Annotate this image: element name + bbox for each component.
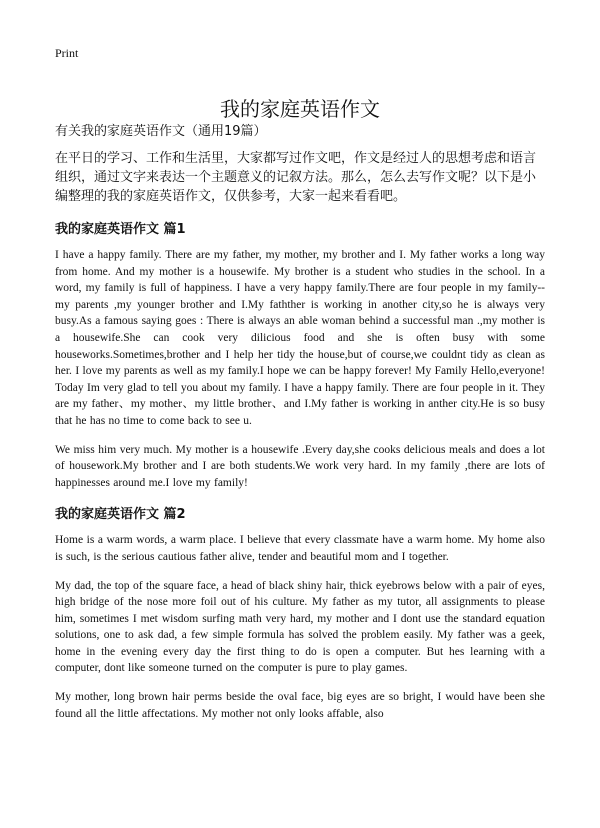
section-1-paragraph-1: I have a happy family. There are my father, my mother, my brother and I. My father works a long way from home. And my mother is a housewife. My brother is a student who studies in the school. In a word, my family is full of happiness. I have a very happy family.There are four people in my family--my parents ,my younger brother and I.My fathther is working in another city,so he is always very busy.As a famous saying goes : There is always an able woman behind a successful man .,my mother is a housewife.She can cook very dilicious food and she is often busy with some houseworks.Sometimes,brother and I help her tidy the house,but of course,we couldnt tidy as clean as her. I love my parents as well as my family.I hope we can be happy forever! My Family Hello,everyone! Today Im very glad to tell you about my family. I have a happy family. There are four people in it. They are my father、my mother、my little brother、and I.My father is working in anther city.He is so busy that he has no time to come back to see u. (55, 249, 545, 427)
section-1-paragraph-2: We miss him very much. My mother is a housewife .Every day,she cooks delicious meals and does a lot of housework.My brother and I are both students.We work very hard. In my family ,there are lots of happinesses around me.I love my family! (55, 443, 545, 489)
section-2-paragraph-3: My mother, long brown hair perms beside the oval face, big eyes are so bright, I would have been she found all the little affectations. My mother not only looks affable, also (55, 691, 545, 720)
section-2-paragraph-2: My dad, the top of the square face, a head of black shiny hair, thick eyebrows below with a pair of eyes, high bridge of the nose more foil out of his culture. My father as my tutor, all assignments to please him, sometimes I met wisdom surfing math very hard, my mother and I dont use the standard equation solutions, one to ask dad, a few simple formula has solved the problem easily. My father was a geek, home in the evening every day the first thing to do is open a computer. But hes learning with a computer, dont like someone turned on the computer is pure to play games. (55, 579, 545, 675)
print-label: Print (55, 46, 79, 60)
document-body (55, 120, 545, 734)
section-title-2: 我的家庭英语作文 篇2 (55, 507, 186, 523)
document-subtitle: 有关我的家庭英语作文（通用19篇） (55, 124, 267, 139)
intro-paragraph: 在平日的学习、工作和生活里，大家都写过作文吧，作文是经过人的思想考虑和语言组织，通过文字来表达一个主题意义的记叙方法。那么，怎么去写作文呢？以下是小编整理的我的家庭英语作文，仅供参考，大家一起来看看吧。 (55, 151, 537, 204)
section-2-paragraph-1: Home is a warm words, a warm place. I believe that every classmate have a warm home. My home also is such, is the serious cautious father alive, tender and beautiful mom and I together. (55, 534, 545, 563)
document-title: 我的家庭英语作文 (220, 97, 380, 122)
section-title-1: 我的家庭英语作文 篇1 (55, 222, 186, 237)
